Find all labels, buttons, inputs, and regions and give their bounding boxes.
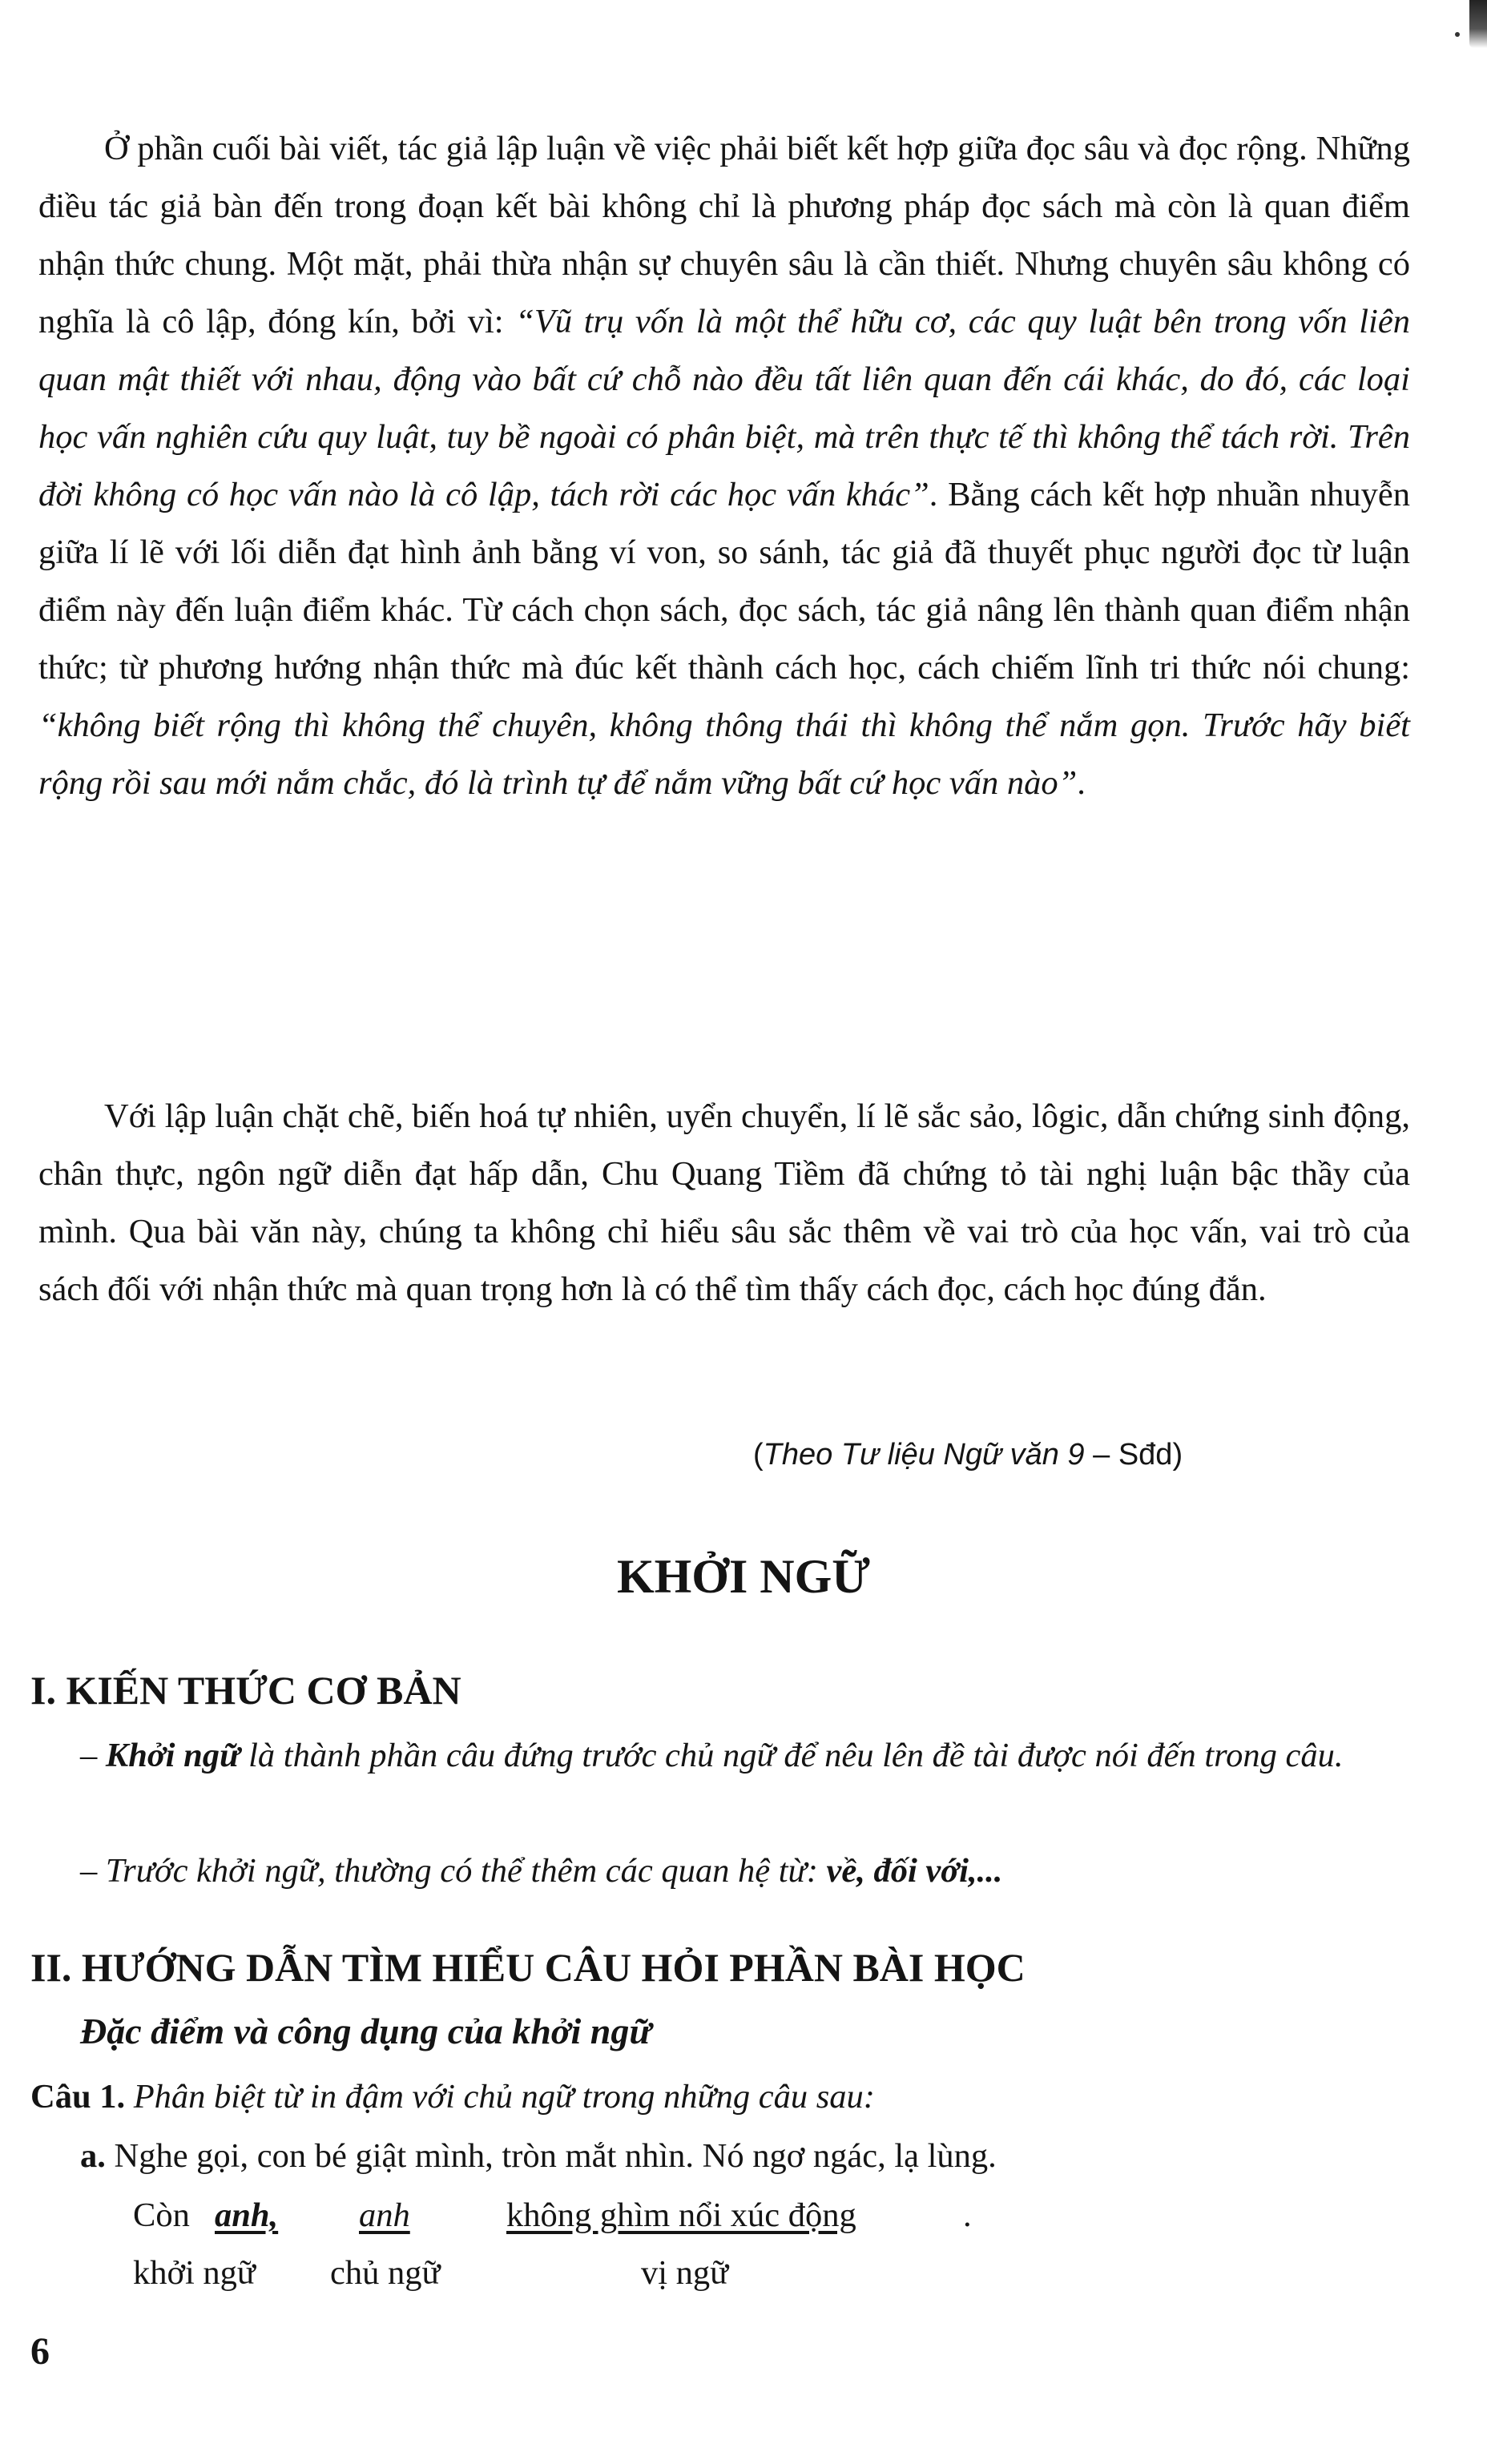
relation-words: về, đối với,... xyxy=(826,1852,1003,1890)
example-text: Nghe gọi, con bé giật mình, tròn mắt nhìn. Nó ngơ ngác, lạ lùng. xyxy=(105,2137,997,2175)
source-open: ( xyxy=(753,1438,764,1472)
essay-text-2: . Bằng cách kết hợp nhuần nhuyễn giữa lí lẽ với lối diễn đạt hình ảnh bằng ví von, so sánh, tác giả đã thuyết phục người đọc từ luận điểm này đến luận điểm khác. Từ cách chọn sách, đọc sách, tác giả nâng lên thành quan điểm nhận thức; từ phương hướng nhận thức mà đúc kết thành cách học, cách chiếm lĩnh tri thức nói chung: xyxy=(38,476,1410,686)
role-subject: chủ ngữ xyxy=(330,2254,441,2292)
sub-heading: Đặc điểm và công dụng của khởi ngữ xyxy=(80,2011,651,2051)
essay-quote-2: “không biết rộng thì không thể chuyên, không thông thái thì không thể nắm gọn. Trước hãy biết rộng rồi sau mới nắm chắc, đó là trình tự để nắm vững bất cứ học vấn nào” xyxy=(38,707,1410,802)
sentence-period: . xyxy=(963,2196,972,2234)
scan-edge-mark xyxy=(1469,0,1487,48)
relation-text: – Trước khởi ngữ, thường có thể thêm các quan hệ từ: xyxy=(80,1852,827,1890)
essay-quote-1: “Vũ trụ vốn là một thể hữu cơ, các quy luật bên trong vốn liên quan mật thiết với nhau, động vào bất cứ chỗ nào đều tất liên quan đến cái khác, do đó, các loại học vấn nghiên cứu quy luật, tuy bề ngoài có phân biệt, mà trên thực tế thì không thể tách rời. Trên đời không có học vấn nào là cô lập, tách rời các học vấn khác” xyxy=(38,303,1410,513)
question-text: Phân biệt từ in đậm với chủ ngữ trong những câu sau: xyxy=(125,2078,875,2116)
question-1 xyxy=(30,2068,875,2126)
question-label: Câu 1. xyxy=(30,2078,126,2116)
example-a xyxy=(80,2128,997,2185)
sentence-lead: Còn xyxy=(133,2196,190,2234)
bullet-dash: – xyxy=(80,1737,106,1774)
definition-bullet xyxy=(30,1727,1410,1785)
lesson-title: KHỞI NGỮ xyxy=(616,1550,871,1603)
sentence-predicate: không ghìm nổi xúc động xyxy=(506,2196,856,2234)
definition-text: là thành phần câu đứng trước chủ ngữ để nêu lên đề tài được nói đến trong câu. xyxy=(240,1737,1344,1774)
page-number: 6 xyxy=(30,2330,50,2373)
source-citation xyxy=(753,1426,1183,1484)
example-label: a. xyxy=(80,2137,106,2175)
relation-words-bullet xyxy=(30,1842,1410,1900)
section-heading-1: I. KIẾN THỨC CƠ BẢN xyxy=(30,1668,461,1713)
essay-text-end: . xyxy=(1077,764,1086,802)
role-topic: khởi ngữ xyxy=(133,2254,256,2292)
essay-paragraph-2: Với lập luận chặt chẽ, biến hoá tự nhiên, uyển chuyển, lí lẽ sắc sảo, lôgic, dẫn chứng sinh động, chân thực, ngôn ngữ diễn đạt hấp dẫn, Chu Quang Tiềm đã chứng tỏ tài nghị luận bậc thầy của mình. Qua bài văn này, chúng ta không chỉ hiểu sâu sắc thêm về vai trò của học vấn, vai trò của sách đối với nhận thức mà quan trọng hơn là có thể tìm thấy cách đọc, cách học đúng đắn. xyxy=(38,1097,1410,1308)
sentence-topic: anh, xyxy=(215,2196,279,2234)
sentence-subject: anh xyxy=(359,2196,410,2234)
scan-dot xyxy=(1455,32,1460,37)
section-heading-2: II. HƯỚNG DẪN TÌM HIỂU CÂU HỎI PHẦN BÀI HỌC xyxy=(30,1945,1026,1990)
essay-paragraph-1 xyxy=(38,120,1410,812)
source-title: Theo Tư liệu Ngữ văn 9 xyxy=(763,1438,1085,1472)
term-khoi-ngu: Khởi ngữ xyxy=(105,1737,240,1774)
essay-text-1: Ở phần cuối bài viết, tác giả lập luận về việc phải biết kết hợp giữa đọc sâu và đọc rộng. Những điều tác giả bàn đến trong đoạn kết bài không chỉ là phương pháp đọc sách mà còn là quan điểm nhận thức chung. Một mặt, phải thừa nhận sự chuyên sâu là cần thiết. Nhưng chuyên sâu không có nghĩa là cô lập, đóng kín, bởi vì: xyxy=(38,130,1410,340)
role-predicate: vị ngữ xyxy=(641,2254,729,2292)
source-rest: – Sđd) xyxy=(1084,1438,1183,1472)
